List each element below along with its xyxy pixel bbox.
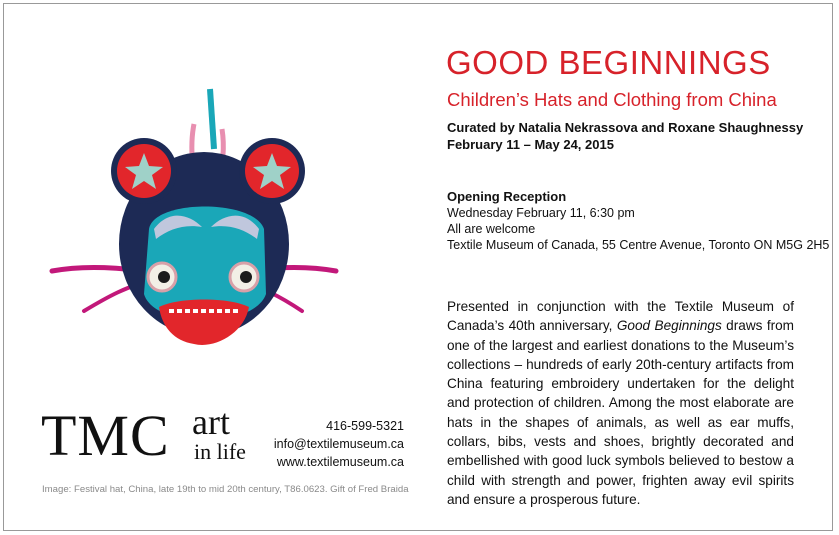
description-part-1: Presented in conjunction with the Textile Museum of Canada’s 40th anniversary, [447, 299, 794, 334]
curated-by: Curated by Natalia Nekrassova and Roxane Shaughnessy [447, 120, 804, 135]
reception-where: Textile Museum of Canada, 55 Centre Avenue, Toronto ON M5G 2H5 [447, 238, 830, 252]
description-emphasis: Good Beginnings [616, 318, 722, 334]
reception-heading: Opening Reception [447, 189, 567, 204]
description-part-2: draws from one of the largest and earliest donations to the Museum’s collections – hundreds of early 20th-century artifacts from China featuring embroidery undertaken for the delight and protection of children. Among the most elaborate are hats in the shapes of animals, as well as ear muffs, collars, bibs, vests and shoes, brightly decorated and embellished with good luck symbols believed to bestow a child with strength and power, frighten away evil spirits and ensure a prosperous future. [447, 318, 795, 507]
logo-in-life: in life [194, 439, 246, 464]
reception-when: Wednesday February 11, 6:30 pm [447, 206, 635, 220]
reception-note: All are welcome [447, 222, 536, 236]
curator-block [447, 119, 803, 153]
opening-reception [447, 189, 829, 253]
phone-number: 416-599-5321 [326, 419, 404, 433]
website-link[interactable]: www.textilemuseum.ca [276, 455, 404, 469]
invitation-card [3, 3, 833, 531]
email-address: info@textilemuseum.ca [273, 437, 404, 451]
logo-art: art [192, 402, 230, 442]
exhibition-description [447, 297, 794, 509]
image-credit: Image: Festival hat, China, late 19th to mid 20th century, T86.0623. Gift of Fred Braida [42, 484, 409, 495]
exhibition-dates: February 11 – May 24, 2015 [447, 137, 614, 152]
exhibition-title: GOOD BEGINNINGS [446, 44, 771, 81]
exhibition-subtitle: Children’s Hats and Clothing from China [447, 89, 777, 110]
contact-info [264, 417, 404, 471]
festival-hat-image [44, 79, 344, 359]
tmc-logo: TMC [41, 403, 170, 468]
